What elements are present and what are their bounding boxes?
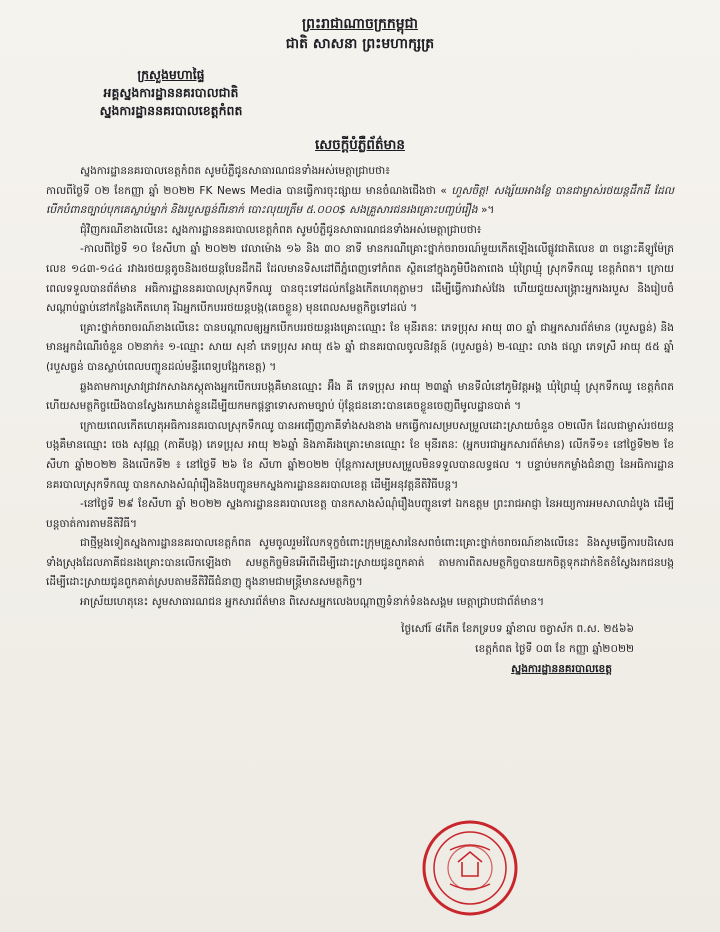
quote-close: »។ xyxy=(480,204,495,217)
provincial-commissariat: ស្នងការដ្ឋាននគរបាលខេត្តកំពត xyxy=(99,103,243,118)
paragraph-intro: ស្នងការដ្ឋាននគរបាលខេត្តកំពត សូមបំភ្លឺជូនសាធារណជនទាំងអស់មេត្តាជ្រាបថា៖ xyxy=(80,165,390,177)
paragraph-incident: -កាលពីថ្ងៃទី ១០ ខែសីហា ឆ្នាំ ២០២២ វេលាម៉ោង ១៦ និង ៣០ នាទី មានករណីគ្រោះថ្នាក់ចរាចរណ៍មួយកើតឡើងលើផ្លូវជាតិលេខ ៣ ចន្លោះគីឡូម៉ែត្រលេខ ១៤៣-១៤៤ រវាងរថយន្តតូចនិងរថយន្តបែនដឹកដី ដែលមានទិសដៅពីភ្នំពេញទៅកំពត ស្ថិតនៅក្នុងភូមិបឹងតាពេង ឃុំព្រៃឃ្មុំ ស្រុកទឹកឈូ ខេត្តកំពត។ ក្រោយពេលទទួលបានព័ត៌មាន អធិការដ្ឋាននគរបាលស្រុកទឹកឈូ បានចុះទៅដល់កន្លែងកើតហេតុភ្លាមៗ ដើម្បីធ្វើការវាស់វែង ហើយជួយសង្គ្រោះអ្នករងរបួស និងរៀបចំសណ្តាប់ធ្នាប់នៅកន្លែងកើតហេតុ រីឯអ្នកបើកបររថយន្តបង្ក(គេចខ្លួន) មុនពេលសមត្ថកិច្ចទៅដល់ ។ xyxy=(46,243,674,315)
paragraph-news-report xyxy=(46,182,674,221)
solar-date: ខេត្តកំពត ថ្ងៃទី ០៣ ខែ កញ្ញា ឆ្នាំ២០២២ xyxy=(475,642,634,655)
official-seal xyxy=(420,818,520,918)
general-commissariat: អគ្គស្នងការដ្ឋាននគរបាលជាតិ xyxy=(103,85,239,100)
news-report-text: កាលពីថ្ងៃទី ០២ ខែកញ្ញា ឆ្នាំ ២០២២ FK News Media បានធ្វើការចុះផ្សាយ មានចំណងជើងថា « xyxy=(46,184,447,197)
paragraph-condolence: ជាថ្មីម្តងទៀតស្នងការដ្ឋាននគរបាលខេត្តកំពត សូមចូលរួមរំលែកទុក្ខចំពោះក្រុមគ្រួសារនៃសពចំពោះគ្រោះថ្នាក់ចរាចរណ៍ខាងលើនេះ និងសូមធ្វើការបដិសេធទាំងស្រុងដែលភាគីជនរងគ្រោះបានលើកឡើងថា សមត្ថកិច្ចមិនអើពើដើម្បីដោះស្រាយជូនពួកគាត់ តាមការពិតសមត្ថកិច្ចបានយកចិត្តទុកដាក់ខិតខំស្វែងរកជនបង្ក ដើម្បីដោះស្រាយជូនពួកគាត់ស្របតាមនីតិវិធីជំនាញ ក្នុងនាមជាមន្ត្រីមានសមត្ថកិច្ច។ xyxy=(46,537,674,589)
issuing-authority xyxy=(46,66,296,120)
document-footer xyxy=(46,619,674,679)
document-body xyxy=(46,162,674,613)
paragraph-clarification: ជុំវិញករណីខាងលើនេះ ស្នងការដ្ឋាននគរបាលខេត្តកំពត សូមបំភ្លឺជូនសាធារណជនទាំងអស់មេត្តាជ្រាបថា៖ xyxy=(80,223,482,236)
kingdom-header xyxy=(46,14,674,54)
paragraph-suspect: ឆ្លងតាមការស្រាវជ្រាវកសាងភស្តុតាងអ្នកបើកបរបង្កគឺមានឈ្មោះ អ៊ឹង គី ភេទប្រុស អាយុ ២៣ឆ្នាំ មានទីលំនៅភូមិវត្តអង្គ ឃុំព្រៃឃ្មុំ ស្រុកទឹកឈូ ខេត្តកំពត ហើយសមត្ថកិច្ចយើងបានស្វែងរកឃាត់ខ្លួនដើម្បីយកមកផ្តន្ទាទោសតាមច្បាប់ ប៉ុន្តែជននោះបានគេចខ្លួនចេញពីមូលដ្ឋានបាត់ ។ xyxy=(46,380,674,413)
lunar-date: ថ្ងៃសៅរ៍ ៨កើត ខែភទ្របទ ឆ្នាំខាល ចត្វាស័ក ព.ស. ២៥៦៦ xyxy=(401,622,634,635)
ministry-name: ក្រសួងមហាផ្ទៃ xyxy=(137,67,205,82)
paragraph-victims: គ្រោះថ្នាក់ចរាចរណ៍ខាងលើនេះ បានបណ្តាលឲ្យអ្នកបើកបររថយន្តរងគ្រោះឈ្មោះ ខែ មុនីរតនៈ ភេទប្រុស អាយុ ៣០ ឆ្នាំ ជាអ្នកសារព័ត៌មាន (របួសធ្ងន់) និងមានអ្នកដំណើរចំនួន ០២នាក់៖ ១-ឈ្មោះ សាយ សុខាំ ភេទប្រុស អាយុ ៥៦ ឆ្នាំ ជានគរបាលចូលនិវត្តន៍ (របួសធ្ងន់) ២-ឈ្មោះ លាង ផល្លា ភេទស្រី អាយុ ៥៥ ឆ្នាំ (របួសធ្ងន់ បានស្លាប់ពេលបញ្ជូនដល់មន្ទីរពេទ្យបង្អែកខេត្ត) ។ xyxy=(46,321,674,373)
news-headline-quote: ហួសចិត្ត! សង្ស័យអាងខ្លែ បានជាម្ចាស់រថយន្តដឹកដី ដែលបើកបំពានច្បាប់បុកគេស្លាប់ម្នាក់ និងរបួសធ្ងន់ពីរនាក់ បោះលុយត្រឹម ៥.០០០$ សងគ្រួសារជនរងគ្រោះបញ្ចប់រឿង xyxy=(46,184,674,217)
paragraph-mediation: ក្រោយពេលកើតហេតុអធិការនគរបាលស្រុកទឹកឈូ បានអញ្ជើញភាគីទាំងសងខាង មកធ្វើការសម្របសម្រួលដោះស្រាយចំនួន ០២លើក ដែលជាម្ចាស់រថយន្តបង្កគឺមានឈ្មោះ ចេង សុវណ្ណ (ភាគីបង្ក) ភេទប្រុស អាយុ ២៦ឆ្នាំ និងភាគីរងគ្រោះមានឈ្មោះ ខែ មុនីរតនៈ (អ្នកបរជាអ្នកសារព័ត៌មាន) លើកទី១៖ នៅថ្ងៃទី២២ ខែសីហា ឆ្នាំ២០២២ និងលើកទី២ ៖ នៅថ្ងៃទី ២៦ ខែ សីហា ឆ្នាំ២០២២ ប៉ុន្តែការសម្របសម្រួលមិនទទួលបានលទ្ធផល ។ បន្ទាប់មកកម្លាំងជំនាញ នៃអធិការដ្ឋាននគរបាលស្រុកទឹកឈូ បានកសាងសំណុំរឿងនិងបញ្ជូនមកស្នងការដ្ឋាននគរបាលខេត្ត ដើម្បីអនុវត្តនីតិវិធីបន្ត។ xyxy=(46,419,674,491)
paragraph-conclusion: អាស្រ័យហេតុនេះ សូមសាធារណជន អ្នកសារព័ត៌មាន ពិសេសអ្នកលេងបណ្តាញទំនាក់ទំនងសង្គម មេត្តាជ្រាបជាព័ត៌មាន។ xyxy=(80,596,545,609)
paragraph-prosecution: -នៅថ្ងៃទី ២៩ ខែសីហា ឆ្នាំ ២០២២ ស្នងការដ្ឋាននគរបាលខេត្ត បានកសាងសំណុំរឿងបញ្ជូនទៅ ឯកឧត្តម ព្រះរាជអាជ្ញា នៃអយ្យការអមសាលាដំបូង ដើម្បីបន្តចាត់ការតាមនីតិវិធី។ xyxy=(46,498,674,530)
kingdom-name: ព្រះរាជាណាចក្រកម្ពុជា xyxy=(301,16,418,32)
national-motto: ជាតិ សាសនា ព្រះមហាក្សត្រ xyxy=(285,36,435,52)
signature-block: ស្នងការដ្ឋាននគរបាលខេត្ត xyxy=(511,662,612,675)
document-title: សេចក្តីបំភ្លឺព័ត៌មាន xyxy=(315,137,405,153)
